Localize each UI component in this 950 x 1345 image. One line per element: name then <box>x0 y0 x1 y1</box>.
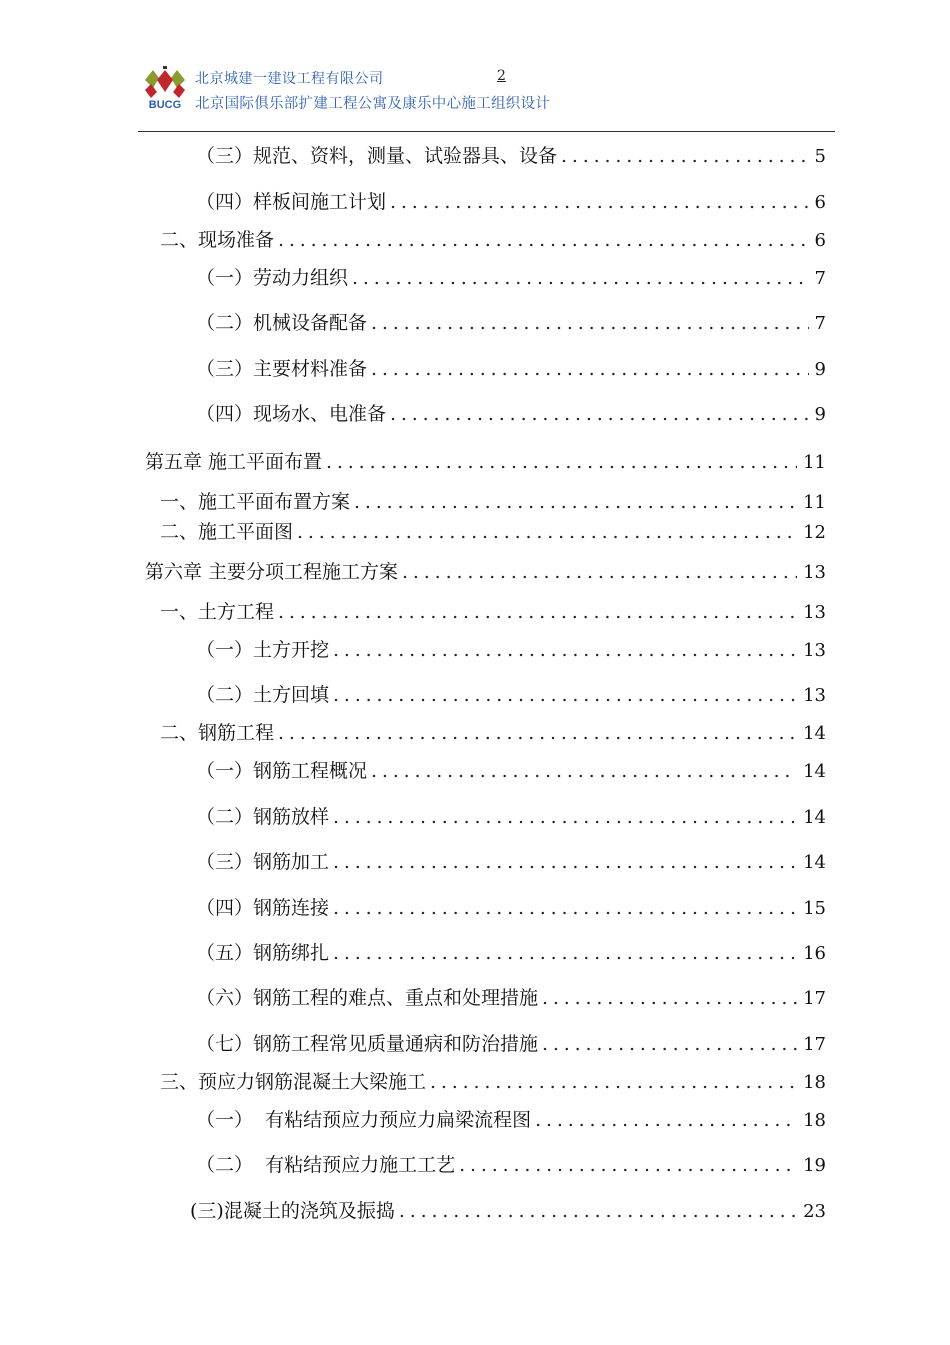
toc-entry[interactable]: （四）样板间施工计划 . . . 6 <box>196 190 826 215</box>
page-header <box>0 0 950 135</box>
toc-chapter[interactable]: 第五章 施工平面布置 . . . 11 <box>145 450 826 475</box>
toc-entry[interactable]: 二、钢筋工程 . . . 14 <box>160 721 826 746</box>
toc-entry[interactable]: （二）土方回填 . . . 13 <box>196 683 826 708</box>
toc-entry[interactable]: （三）钢筋加工 . . . 14 <box>196 850 826 875</box>
toc-entry[interactable]: （一）土方开挖 . . . 13 <box>196 638 826 663</box>
project-title: 北京国际俱乐部扩建工程公寓及康乐中心施工组织设计 <box>195 96 551 112</box>
toc-entry[interactable]: 一、土方工程 . . . 13 <box>160 600 826 625</box>
toc-entry[interactable]: 三、预应力钢筋混凝土大梁施工 . . . 18 <box>160 1070 826 1095</box>
toc-entry[interactable]: （二） 有粘结预应力施工工艺 . . . 19 <box>196 1153 826 1178</box>
toc-entry[interactable]: （七）钢筋工程常见质量通病和防治措施 . . . 17 <box>196 1032 826 1057</box>
company-name: 北京城建一建设工程有限公司 <box>195 71 384 87</box>
toc-entry[interactable]: （二）钢筋放样 . . . 14 <box>196 805 826 830</box>
toc-chapter[interactable]: 第六章 主要分项工程施工方案 . . . 13 <box>145 560 826 585</box>
toc-entry[interactable]: （五）钢筋绑扎 . . . 16 <box>196 941 826 966</box>
toc-entry[interactable]: （四）现场水、电准备 . . . 9 <box>196 402 826 427</box>
toc-entry[interactable]: （一）劳动力组织 . . . 7 <box>196 266 826 291</box>
page-number: 2 <box>497 68 506 84</box>
header-rule <box>138 131 835 132</box>
toc-entry[interactable]: （六）钢筋工程的难点、重点和处理措施 . . . 17 <box>196 986 826 1011</box>
toc-entry[interactable]: （三）主要材料准备 . . . 9 <box>196 357 826 382</box>
bucg-logo <box>141 66 189 110</box>
toc-entry[interactable]: (三)混凝土的浇筑及振捣 . . . 23 <box>190 1199 826 1224</box>
svg-text:BUCG: BUCG <box>148 99 182 110</box>
toc-entry[interactable]: （一）钢筋工程概况 . . . 14 <box>196 759 826 784</box>
toc-entry[interactable]: （三）规范、资料，测量、试验器具、设备 . . . 5 <box>196 144 826 169</box>
toc-entry[interactable]: （一） 有粘结预应力预应力扁梁流程图 . . . 18 <box>196 1108 826 1133</box>
toc-entry[interactable]: 二、现场准备 . . . 6 <box>160 228 826 253</box>
toc-entry[interactable]: （四）钢筋连接 . . . 15 <box>196 896 826 921</box>
toc-entry[interactable]: 二、施工平面图 . . . 12 <box>160 520 826 545</box>
toc-entry[interactable]: （二）机械设备配备 . . . 7 <box>196 311 826 336</box>
toc-entry[interactable]: 一、施工平面布置方案 . . . 11 <box>160 490 826 515</box>
